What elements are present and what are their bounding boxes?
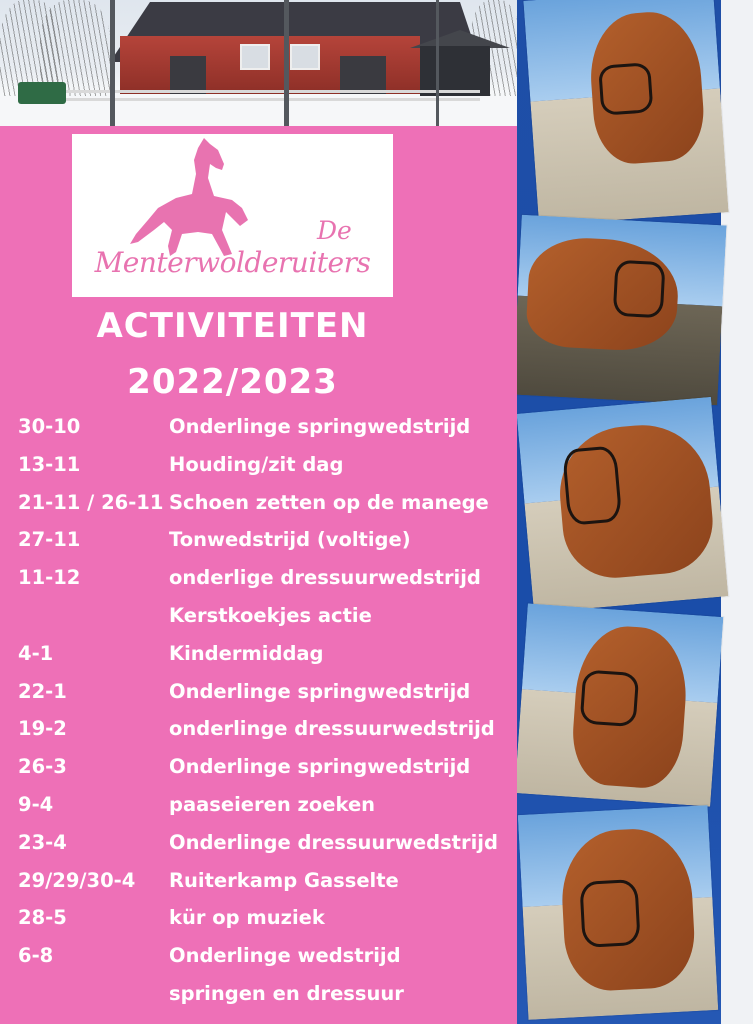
schedule-date: 28-5 — [18, 906, 67, 930]
schedule-activity: Kerstkoekjes actie — [169, 603, 372, 627]
schedule-date: 22-1 — [18, 679, 67, 703]
schedule-activity: Tonwedstrijd (voltige) — [169, 528, 411, 552]
schedule-row — [18, 824, 513, 862]
schedule-row — [18, 899, 513, 937]
schedule-row — [18, 521, 513, 559]
horse-photo — [517, 215, 727, 405]
schedule-row — [18, 635, 513, 673]
snow-ground — [0, 96, 517, 126]
horse-photo — [523, 0, 728, 225]
barn-window — [290, 44, 320, 70]
schedule-date: 13-11 — [18, 452, 81, 476]
fence — [60, 90, 480, 93]
schedule-date: 29/29/30-4 — [18, 868, 136, 892]
schedule-row — [18, 408, 513, 446]
schedule-activity: onderlige dressuurwedstrijd — [169, 566, 481, 590]
bridle — [613, 260, 666, 319]
schedule-activity: Onderlinge dressuurwedstrijd — [169, 830, 498, 854]
schedule-date: 4-1 — [18, 641, 54, 665]
schedule-row — [18, 446, 513, 484]
header-photo-stable — [0, 0, 517, 126]
schedule-row — [18, 710, 513, 748]
schedule-activity: Kindermiddag — [169, 641, 324, 665]
activity-schedule — [18, 408, 513, 1013]
poster-title: ACTIVITEITEN — [96, 306, 369, 346]
bridle — [598, 62, 653, 116]
schedule-date: 27-11 — [18, 528, 81, 552]
bridle — [562, 445, 622, 525]
activity-poster — [0, 126, 517, 1024]
logo-text-de: De — [317, 216, 352, 245]
schedule-date: 6-8 — [18, 944, 54, 968]
horse-photo-column — [517, 0, 753, 1024]
schedule-date: 23-4 — [18, 830, 67, 854]
horse-photo — [518, 805, 718, 1020]
schedule-date: 19-2 — [18, 717, 67, 741]
schedule-row — [18, 748, 513, 786]
horse-photo — [517, 397, 728, 613]
schedule-row — [18, 937, 513, 975]
pole — [284, 0, 289, 126]
schedule-date: 30-10 — [18, 415, 81, 438]
logo-text-club-name: Menterwolderuiters — [94, 246, 371, 279]
schedule-date: 26-3 — [18, 755, 67, 779]
schedule-activity: Onderlinge springwedstrijd — [169, 679, 471, 703]
schedule-activity: onderlinge dressuurwedstrijd — [169, 717, 495, 741]
schedule-row — [18, 597, 513, 635]
bridle — [579, 879, 640, 948]
schedule-activity: Onderlinge springwedstrijd — [169, 415, 471, 438]
schedule-date: 9-4 — [18, 792, 54, 816]
schedule-activity: springen en dressuur — [169, 981, 404, 1005]
schedule-row — [18, 786, 513, 824]
bridle — [580, 669, 640, 727]
schedule-row — [18, 862, 513, 900]
schedule-date: 11-12 — [18, 566, 81, 590]
schedule-activity: kür op muziek — [169, 906, 325, 930]
pole — [436, 0, 439, 126]
schedule-date: 21-11 / 26-11 — [18, 490, 164, 514]
horse-photo — [517, 603, 723, 806]
schedule-row — [18, 975, 513, 1013]
barn-door — [170, 56, 206, 94]
club-logo — [72, 134, 393, 297]
shed — [420, 46, 490, 96]
barn-window — [240, 44, 270, 70]
horse-trailer — [18, 82, 66, 104]
schedule-row — [18, 673, 513, 711]
poster-season: 2022/2023 — [127, 362, 338, 402]
page-edge — [721, 0, 753, 1024]
schedule-activity: Ruiterkamp Gasselte — [169, 868, 399, 892]
schedule-activity: Onderlinge springwedstrijd — [169, 755, 471, 779]
pole — [110, 0, 115, 126]
schedule-row — [18, 484, 513, 522]
barn-door — [340, 56, 386, 94]
schedule-activity: Onderlinge wedstrijd — [169, 944, 401, 968]
schedule-activity: Houding/zit dag — [169, 452, 344, 476]
schedule-row — [18, 559, 513, 597]
schedule-activity: paaseieren zoeken — [169, 792, 376, 816]
schedule-activity: Schoen zetten op de manege — [169, 490, 489, 514]
